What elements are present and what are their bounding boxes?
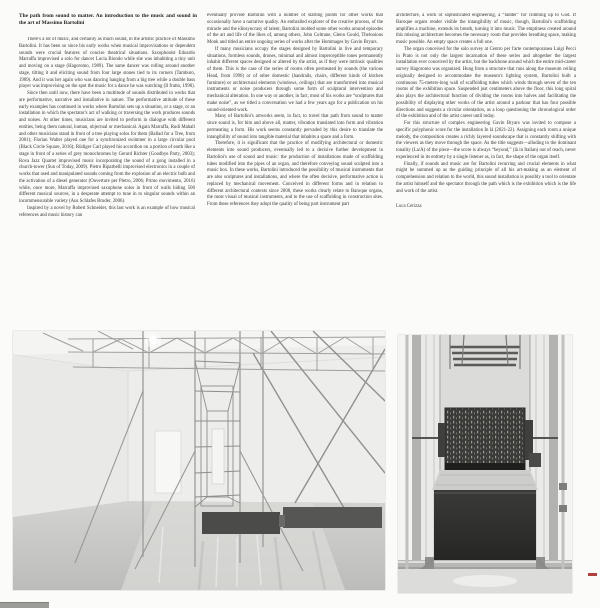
paragraph: Finally, if sounds and music are for Bartolini recurring and crucial elements in what might be summed up as the guiding principle of all his art-making as an element of comprehension and relation to the world, this sound installation is possibly a tool to orientate the artist himself and the spectator through the path which is the exhibition which is the life and work of the artist. xyxy=(396,161,576,194)
paragraph: Many of Bartolini's artworks seem, in fact, to travel that path from sound to matter since sound is, for him and above all, matter, vibration translated into form and vibration permeating a form. His work seems constantly pervaded by this desire to translate the intangibility of sound into tangible material that inhabits a space and a form. xyxy=(207,114,383,140)
text-column-right xyxy=(396,13,576,329)
page-corner-tab xyxy=(0,602,49,608)
music-box-photo-drawing xyxy=(398,335,572,593)
paragraph: architecture, a work of sophisticated engineering, a “ladder” for climbing up to God. If Baroque organs render visible the intangibility of music, though, Bartolini's scaffolding amplifies a machine, extends its breath, turning it into music. The emptiness created around this missing architecture becomes the necessary room that provides breathing space, making music possible. An empty space creates a full one. xyxy=(396,13,576,45)
paragraph: There's a lot of music, and certainly as much sound, in the artistic practice of Massimo Bartolini. It has been so since his early works when musical improvisations or dependent sounds were crucial features of concise theatrical situations. Saxophonist Edoardo Marraffa improvised a solo for dancer Lucia Biondo while she was inhabiting a tiny unit and moving on a stage (Hagoromo, 1989). The same dancer was rolling around another stage, tilting it and eliciting sound from four large stones tied to its corners (Tamburo, 1989). And it was her again who was dancing hanging from a big tree while a double bass player was improvising on the spot the music for a dance he was watching (Il frutto, 1990). xyxy=(19,37,195,90)
page-title: The path from sound to matter. An introduction to the music and sound in the art of Massimo Bartolini xyxy=(19,13,197,27)
text-column-left xyxy=(19,37,195,329)
installation-photo-music-box xyxy=(398,335,572,593)
paragraph: For this structure of complex engineering Gavin Bryars was invited to compose a specific polyphonic score for the installation In là (2021-22). Assigning each room a unique melody, the composition creates a richly layered soundscape that is constantly shifting with the viewers as they move through the space. As the title suggests—alluding to the dominant tonality (La/A) of the piece—the score is always “beyond,” (là in Italian) out of reach, never experienced in its entirety by a single listener as, in fact, the shape of the organ itself. xyxy=(396,121,576,160)
paragraph: Since then until now, there have been a multitude of sounds distributed in works that are performative, narrative and installative in nature. The performative attitude of these early examples has continued in works where Bartolini sets up a situation, or a stage, or an installation in which the spectator's act of walking or traversing the work produces sounds and noises. At other times, musicians are invited to perform in dialogue with different entities, being them natural, human, objectual or mechanical. Again Marraffa, Rudi Mahall and other musicians stand in front of a tree playing solos for them (Ballad for a Tree, from 2001); Florian Walter played one for a synchronized swimmer in a large circular pool (Black Circle Square, 2016); Rüdiger Carl played his accordion on a portion of earth like a stage in front of a series of grey monochromes by Gerard Richter (Goodbye Party, 2003); Rova Jazz Quartet improvised music incorporating the sound of a gong installed in a church-tower (Sun of Today, 2009). Pietro Riparbelli improvised electronics in a couple of works that used and manipulated sounds coming from the explosion of an electric bulb and the activation of a diesel generator (Ouverture per Pietro, 2006; Primo movimento, 2016) while, once more, Marraffa improvised saxophone solos in front of walls hiding 500 different musical sources, in a desperate attempt to tune in to singular sounds within an incommensurable variety (Aus Schlafes Bruder, 2006). xyxy=(19,91,195,204)
gallery-photo-drawing xyxy=(13,331,385,590)
text-column-middle xyxy=(207,13,383,325)
paragraph: Therefore, it is significant that the practice of modifying architectural or domestic elements into sound producers, eventually led to a decisive further development in Bartolini's use of sound and music: the production of installations made of scaffolding tubes modified into the pipes of an organ, and therefore conveying sound sculpted into a music box. In these works, Bartolini introduced the possibility of musical instruments that are also sculptures and installations, and where the often decisive, performative action is replaced by mechanical movement. Conceived in different forms and in relation to different architectural contexts since 2008, these works clearly relate to Baroque organs, the most visual of musical instruments, and to the use of scaffolding in construction sites. From these references they adopt the quality of being part instrument part xyxy=(207,141,383,207)
paragraph: eventually provide Bartolini with a number of starting points for other works that occasionally have a narrative quality. An enthralled explorer of the creative process, of the miracle and the idiosyncrasy of talent, Bartolini molded some other works around episodes of the art and life of the likes of, among others, John Coltrane, Glenn Gould, Thelonious Monk and titled an entire ongoing series of works after the Hommages by Gavin Bryars. xyxy=(207,13,383,45)
author-byline: Luca Cerizza xyxy=(396,204,422,210)
paragraph: Inspired by a novel by Robert Schneider, this last work is an example of how musical references and music history can xyxy=(19,205,195,218)
installation-photo-gallery-view xyxy=(13,331,385,590)
paragraph: If many musicians occupy the stages designed by Bartolini in live and temporary situations, formless sounds, drones, minimal and almost imperceptible tones permanently inhabit different spaces designed or altered by the artist, as if they were intrinsic qualities of them. This is the case of the series of rooms often permeated by sounds (the various Head, from 1996) or of other domestic (handrails, chairs, different kinds of kitchen furniture) or architectural elements (windows, ceilings) that are transformed into musical instruments or noise producers through some form of sculptural intervention and mechanical alteration. In one way or another, in fact, most of his works are “sculptures that make noise”, as we titled a conversation we had a few years ago for a publication on his sound-oriented work. xyxy=(207,46,383,113)
paragraph: The organ conceived for the solo survey at Centro per l'arte contemporanea Luigi Pecci in Prato is not only the largest incarnation of these series and altogether the largest installation ever conceived by the artist, but the backbone around which the entire mid-career survey Hagoromo was organized. Hung from a structure that runs along the museum ceiling originally designed to accommodate the museum's lighting system, Bartolini built a continuous 75-meters-long wall of scaffolding tubes which winds through seven of the ten rooms of the exhibition space. Suspended just centimeters above the floor, this long spiral also plays the architectural function of dividing the rooms into halves and facilitating the possibility of displaying other works of the artist around a parkour that has four possible directions and suggests a circular orientation, as a loop questioning the chronological order of the exhibition and of the artist career until today. xyxy=(396,46,576,120)
red-page-mark xyxy=(588,573,597,576)
